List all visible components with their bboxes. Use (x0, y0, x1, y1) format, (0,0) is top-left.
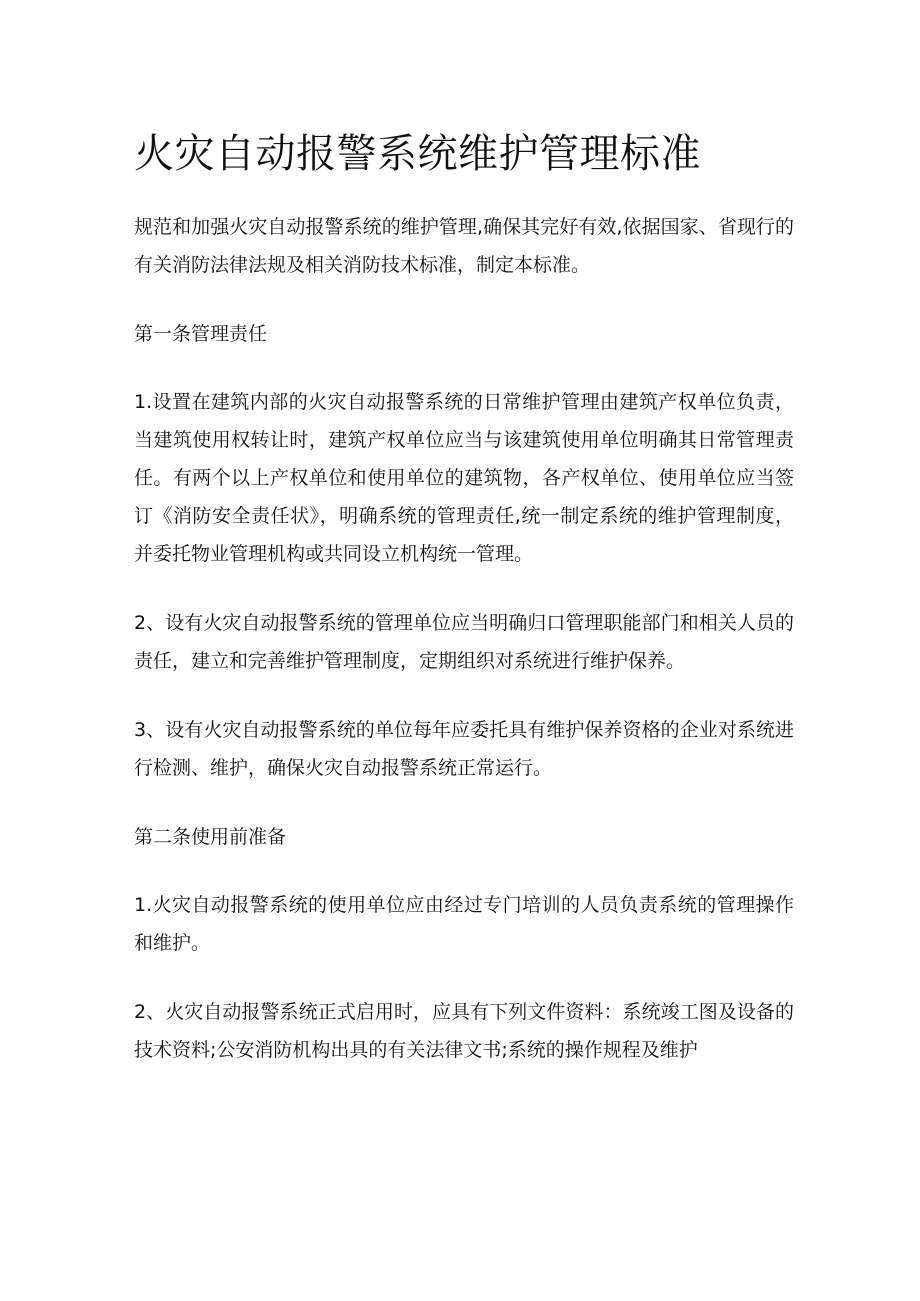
section-2-item-1: 1.火灾自动报警系统的使用单位应由经过专门培训的人员负责系统的管理操作和维护。 (134, 894, 794, 954)
section-1-item-3: 3、设有火灾自动报警系统的单位每年应委托具有维护保养资格的企业对系统进行检测、维护，确保火灾自动报警系统正常运行。 (134, 719, 794, 779)
section-2-item-2: 2、火灾自动报警系统正式启用时，应具有下列文件资料：系统竣工图及设备的技术资料;公安消防机构出具的有关法律文书;系统的操作规程及维护 (134, 1001, 794, 1061)
intro-paragraph: 规范和加强火灾自动报警系统的维护管理,确保其完好有效,依据国家、省现行的有关消防法律法规及相关消防技术标准，制定本标准。 (134, 216, 794, 276)
section-1-heading: 第一条管理责任 (134, 323, 268, 345)
section-1-item-2: 2、设有火灾自动报警系统的管理单位应当明确归口管理职能部门和相关人员的责任，建立和完善维护管理制度，定期组织对系统进行维护保养。 (134, 612, 794, 672)
section-1-item-1: 1.设置在建筑内部的火灾自动报警系统的日常维护管理由建筑产权单位负责，当建筑使用权转让时，建筑产权单位应当与该建筑使用单位明确其日常管理责任。有两个以上产权单位和使用单位的建筑物，各产权单位、使用单位应当签订《消防安全责任状》，明确系统的管理责任,统一制定系统的维护管理制度，并委托物业管理机构或共同设立机构统一管理。 (134, 391, 794, 565)
document-page (134, 126, 794, 1100)
section-2-heading: 第二条使用前准备 (134, 826, 287, 848)
document-title: 火灾自动报警系统维护管理标准 (134, 131, 701, 177)
